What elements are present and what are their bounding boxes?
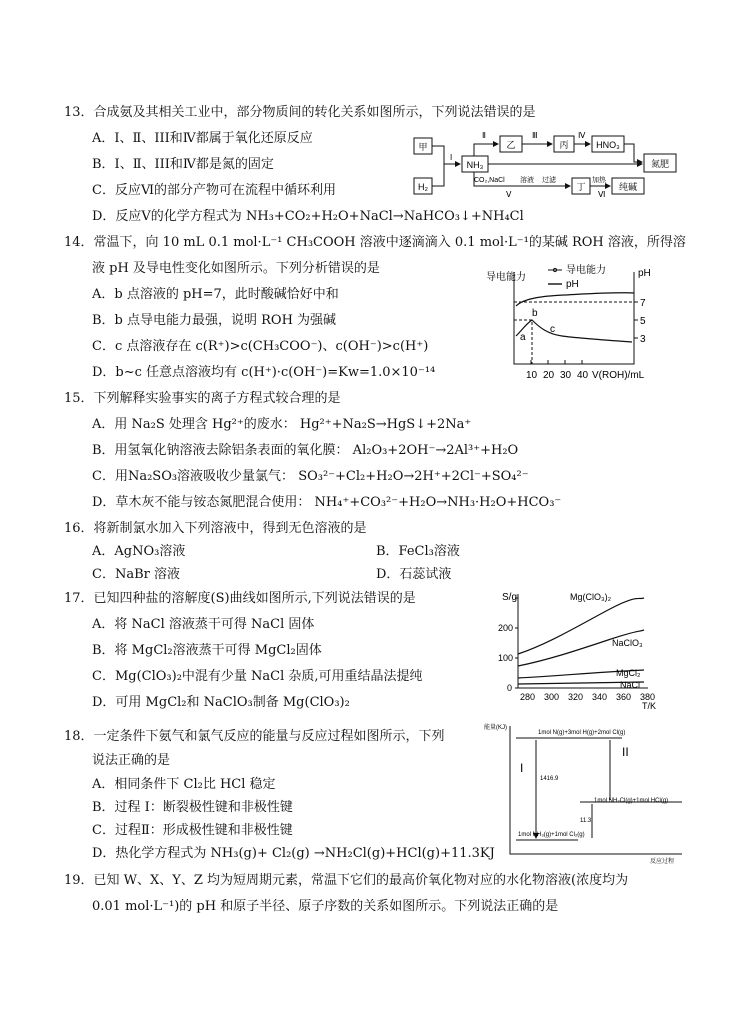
q15-option-b[interactable]: B．用氢氧化钠溶液去除铝条表面的氧化膜： Al₂O₃+2OH⁻→2Al³⁺+H₂O — [92, 443, 519, 458]
q19-stem-1: 19．已知 W、X、Y、Z 均为短周期元素，常温下它们的最高价氧化物对应的水化物溶液(浓度均为 — [64, 873, 629, 888]
q17-solubility-chart — [498, 588, 670, 712]
y-axis-label: 导电能力 — [486, 272, 526, 283]
point-b: b — [532, 308, 538, 319]
level-mid: 1mol NH₂Cl(g)+1mol HCl(g) — [594, 798, 669, 804]
tick-x-380: 380 — [640, 692, 656, 702]
point-a: a — [520, 332, 526, 343]
q18-option-d[interactable]: D．热化学方程式为 NH₃(g)+ Cl₂(g) →NH₂Cl(g)+HCl(g)+11.3KJ — [92, 846, 495, 861]
tick-10: 10 — [526, 370, 538, 381]
q13-option-c[interactable]: C．反应Ⅵ的部分产物可在流程中循环利用 — [92, 183, 337, 198]
tick-7: 7 — [640, 298, 646, 309]
tick-x-320: 320 — [568, 692, 584, 702]
node-chunjian: 纯碱 — [618, 182, 638, 192]
tick-20: 20 — [543, 370, 555, 381]
label-jiare: 加热 — [592, 177, 606, 184]
label-rongye: 溶液 — [520, 177, 534, 184]
q16-option-b[interactable]: B．FeCl₃溶液 — [376, 544, 460, 559]
q18-option-a[interactable]: A．相同条件下 Cl₂比 HCl 稳定 — [92, 777, 276, 792]
x-axis-label: 反应过程 — [650, 859, 675, 865]
level-bottom: 1mol NH₃(g)+1mol Cl₂(g) — [518, 832, 585, 838]
node-nh3: NH₃ — [466, 160, 484, 170]
q18-stem-1: 18．一定条件下氨气和氯气反应的能量与反应过程如图所示，下列 — [64, 729, 445, 744]
process-1-label: I — [520, 761, 524, 775]
curve-label-mgcl2: MgCl₂ — [616, 668, 641, 678]
q16-stem: 16．将新制氯水加入下列溶液中，得到无色溶液的是 — [64, 521, 367, 536]
q13-option-a[interactable]: A．I、Ⅱ、III和Ⅳ都属于氧化还原反应 — [92, 131, 313, 146]
tick-y-100: 100 — [498, 653, 514, 663]
tick-5: 5 — [640, 316, 646, 327]
label-r3: Ⅲ — [532, 131, 538, 140]
curve-label-nacl: NaCl — [620, 680, 641, 690]
curve-label-naclo3: NaClO₃ — [612, 638, 643, 648]
x-axis-label: T/K — [642, 701, 657, 711]
y-axis-label: 能量(KJ) — [484, 725, 507, 731]
tick-x-360: 360 — [616, 692, 632, 702]
q17-option-b[interactable]: B．将 MgCl₂溶液蒸干可得 MgCl₂固体 — [92, 643, 322, 658]
q18-option-c[interactable]: C．过程Ⅱ：形成极性键和非极性键 — [92, 823, 293, 838]
tick-x-340: 340 — [592, 692, 608, 702]
q16-option-a[interactable]: A．AgNO₃溶液 — [92, 544, 186, 559]
label-r4: Ⅳ — [578, 131, 586, 140]
energy-1416-9: 1416.9 — [540, 776, 559, 782]
q16-option-c[interactable]: C．NaBr 溶液 — [92, 567, 180, 582]
q14-stem-1: 14．常温下，向 10 mL 0.1 mol·L⁻¹ CH₃COOH 溶液中逐滴滴入 0.1 mol·L⁻¹的某碱 ROH 溶液，所得溶 — [64, 235, 686, 250]
q17-stem: 17．已知四种盐的溶解度(S)曲线如图所示,下列说法错误的是 — [64, 591, 416, 606]
y-axis-label: S/g — [502, 592, 518, 603]
node-jia: 甲 — [418, 142, 428, 152]
q18-energy-diagram — [482, 720, 688, 866]
energy-11-3: 11.3 — [580, 818, 592, 824]
node-bing: 丙 — [559, 140, 569, 150]
label-r1: I — [450, 153, 453, 162]
node-hno3: HNO₃ — [596, 140, 620, 150]
node-danfei: 氮肥 — [650, 159, 670, 169]
q13-stem: 13．合成氨及其相关工业中，部分物质间的转化关系如图所示，下列说法错误的是 — [64, 105, 536, 120]
tick-30: 30 — [560, 370, 572, 381]
q14-option-a[interactable]: A．b 点溶液的 pH=7，此时酸碱恰好中和 — [92, 287, 339, 302]
q15-option-c[interactable]: C．用Na₂SO₃溶液吸收少量氯气： SO₃²⁻+Cl₂+H₂O→2H⁺+2Cl⁻+SO₄²⁻ — [92, 469, 529, 484]
label-r2: Ⅱ — [482, 131, 486, 140]
q14-stem-2: 液 pH 及导电性变化如图所示。下列分析错误的是 — [92, 261, 380, 276]
q14-option-d[interactable]: D．b~c 任意点溶液均有 c(H⁺)·c(OH⁻)=Kw=1.0×10⁻¹⁴ — [92, 365, 436, 380]
q17-option-a[interactable]: A．将 NaCl 溶液蒸干可得 NaCl 固体 — [92, 617, 315, 632]
level-top: 1mol N(g)+3mol H(g)+2mol Cl(g) — [538, 730, 626, 736]
curve-label-mgclo3: Mg(ClO₃)₂ — [570, 592, 612, 602]
node-ding: 丁 — [576, 182, 586, 192]
label-r5: Ⅴ — [506, 190, 512, 198]
q18-option-b[interactable]: B．过程 I：断裂极性键和非极性键 — [92, 800, 293, 815]
x-axis-label: V(ROH)/mL — [592, 370, 645, 381]
q15-stem: 15．下列解释实验事实的离子方程式较合理的是 — [64, 391, 341, 406]
tick-x-280: 280 — [520, 692, 536, 702]
q18-stem-2: 说法正确的是 — [92, 753, 171, 768]
point-c: c — [550, 324, 555, 335]
process-2-label: II — [622, 745, 629, 759]
q13-option-d[interactable]: D．反应Ⅴ的化学方程式为 NH₃+CO₂+H₂O+NaCl→NaHCO₃↓+NH₄Cl — [92, 209, 524, 224]
node-h2: H₂ — [418, 182, 428, 192]
legend-conductivity: 导电能力 — [566, 265, 606, 276]
tick-y-200: 200 — [498, 623, 514, 633]
tick-x-300: 300 — [544, 692, 560, 702]
label-r6: Ⅵ — [598, 190, 606, 198]
legend-ph: pH — [566, 279, 579, 290]
q17-option-d[interactable]: D．可用 MgCl₂和 NaClO₃制备 Mg(ClO₃)₂ — [92, 695, 350, 710]
node-yi: 乙 — [506, 140, 516, 150]
q14-option-c[interactable]: C．c 点溶液存在 c(R⁺)>c(CH₃COO⁻)、c(OH⁻)>c(H⁺) — [92, 339, 429, 354]
tick-40: 40 — [577, 370, 589, 381]
q17-option-c[interactable]: C．Mg(ClO₃)₂中混有少量 NaCl 杂质,可用重结晶法提纯 — [92, 669, 423, 684]
q14-option-b[interactable]: B．b 点导电能力最强，说明 ROH 为强碱 — [92, 313, 337, 328]
q16-option-d[interactable]: D．石蕊试液 — [376, 567, 452, 582]
q19-stem-2: 0.01 mol·L⁻¹)的 pH 和原子半径、原子序数的关系如图所示。下列说法正确的是 — [92, 899, 559, 914]
right-axis-label: pH — [638, 268, 651, 279]
label-guolv: 过滤 — [542, 177, 556, 184]
tick-3: 3 — [640, 334, 646, 345]
q15-option-d[interactable]: D．草木灰不能与铵态氮肥混合使用： NH₄⁺+CO₃²⁻+H₂O→NH₃·H₂O+HCO₃⁻ — [92, 495, 562, 510]
label-co2-nacl: CO₂,NaCl — [474, 177, 505, 184]
q14-ph-conductivity-chart — [484, 262, 674, 386]
q13-option-b[interactable]: B．I、Ⅱ、III和Ⅳ都是氮的固定 — [92, 157, 274, 172]
tick-y-0: 0 — [507, 683, 513, 693]
q13-flow-diagram — [408, 126, 688, 198]
q15-option-a[interactable]: A．用 Na₂S 处理含 Hg²⁺的废水： Hg²⁺+Na₂S→HgS↓+2Na⁺ — [92, 417, 472, 432]
